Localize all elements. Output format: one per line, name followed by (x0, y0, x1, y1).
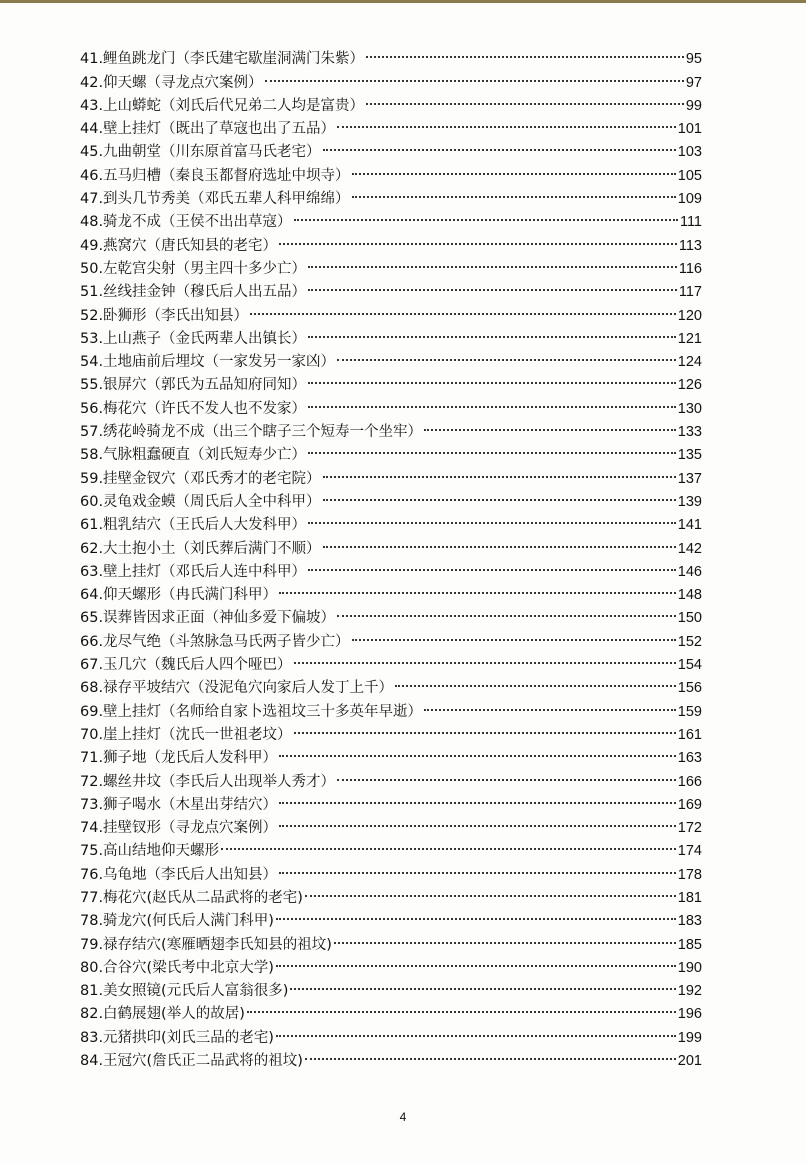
toc-entry-title: 77.梅花穴(赵氏从二品武将的老宅) (80, 889, 303, 906)
toc-entry-title: 56.梅花穴（许氏不发人也不发家） (80, 400, 307, 417)
dot-leader (308, 389, 676, 412)
toc-entry-page: 124 (677, 354, 702, 371)
dot-leader (265, 63, 684, 86)
toc-entry-page: 163 (677, 750, 702, 767)
toc-entry-page: 139 (677, 493, 702, 510)
toc-entry-page: 201 (677, 1053, 702, 1070)
toc-entry-page: 174 (677, 843, 702, 860)
toc-entry-page: 150 (677, 610, 702, 627)
dot-leader (308, 273, 677, 296)
page-number: 4 (399, 1110, 407, 1124)
toc-entry-title: 46.五马归槽（秦良玉都督府选址中坝寺） (80, 167, 350, 184)
dot-leader (395, 669, 676, 692)
dot-leader (424, 413, 676, 436)
toc-entry-page: 178 (677, 866, 702, 883)
toc-entry-title: 81.美女照镜(元氏后人富翁很多) (80, 983, 289, 1000)
toc-entry-title: 49.燕窝穴（唐氏知县的老宅） (80, 237, 278, 254)
toc-entry-title: 58.气脉粗蠢硬直（刘氏短寿少亡） (80, 447, 307, 464)
toc-entry-page: 181 (677, 889, 702, 906)
toc-entry-page: 113 (678, 237, 702, 254)
toc-entry-title: 45.九曲朝堂（川东原首富马氏老宅） (80, 144, 321, 161)
toc-entry-page: 146 (677, 563, 702, 580)
dot-leader (305, 1042, 676, 1065)
dot-leader (221, 832, 676, 855)
toc-entry-page: 172 (677, 820, 702, 837)
dot-leader (276, 1018, 676, 1041)
toc-entry-page: 105 (677, 167, 702, 184)
toc-entry-title: 70.崖上挂灯（沈氏一世祖老坟） (80, 726, 292, 743)
toc-entry-page: 159 (677, 703, 702, 720)
dot-leader (352, 622, 676, 645)
toc-entry-title: 84.王冠穴(詹氏正二品武将的祖坟) (80, 1053, 303, 1070)
toc-entry-page: 111 (679, 214, 702, 231)
dot-leader (337, 599, 676, 622)
toc-entry-title: 68.禄存平坡结穴（没泥龟穴向家后人发丁上千） (80, 680, 394, 697)
toc-entry-title: 44.壁上挂灯（既出了草寇也出了五品） (80, 121, 336, 138)
dot-leader (337, 343, 676, 366)
toc-entry-page: 166 (677, 773, 702, 790)
toc-entry-title: 42.仰天螺（寻龙点穴案例） (80, 74, 263, 91)
toc-entry-page: 103 (677, 144, 702, 161)
toc-entry-title: 71.狮子地（龙氏后人发科甲） (80, 750, 278, 767)
toc-entry-page: 196 (677, 1006, 702, 1023)
dot-leader (352, 156, 676, 179)
toc-entry-title: 59.挂壁金钗穴（邓氏秀才的老宅院） (80, 470, 321, 487)
dot-leader (276, 949, 676, 972)
toc-entry-page: 99 (685, 97, 702, 114)
dot-leader (337, 762, 676, 785)
toc-entry-page: 183 (677, 913, 702, 930)
dot-leader (279, 786, 676, 809)
dot-leader (294, 203, 678, 226)
toc-entry-title: 69.壁上挂灯（名师给自家卜选祖坟三十多英年早逝） (80, 703, 423, 720)
toc-entry-page: 95 (685, 51, 702, 68)
toc-entry-page: 156 (677, 680, 702, 697)
dot-leader (308, 320, 676, 343)
dot-leader (279, 226, 677, 249)
dot-leader (276, 902, 676, 925)
dot-leader (337, 110, 676, 133)
toc-entry-title: 52.卧狮形（李氏出知县） (80, 307, 249, 324)
toc-entry-page: 117 (678, 284, 702, 301)
toc-entry-title: 48.骑龙不成（王侯不出出草寇） (80, 214, 292, 231)
toc-entry-page: 199 (677, 1029, 702, 1046)
toc-entry-page: 101 (677, 121, 702, 138)
table-of-contents (80, 40, 702, 1070)
toc-entry-title: 41.鲤鱼跳龙门（李氏建宅歇崖洞满门朱紫） (80, 51, 365, 68)
toc-entry-title: 79.禄存结穴(寒雁晒翅李氏知县的祖坟) (80, 936, 332, 953)
toc-entry-title: 55.银屏穴（郭氏为五品知府同知） (80, 377, 307, 394)
toc-entry-page: 169 (677, 796, 702, 813)
toc-entry-title: 61.粗乳结穴（王氏后人大发科甲） (80, 517, 307, 534)
dot-leader (366, 87, 684, 110)
toc-entry-page: 130 (677, 400, 702, 417)
toc-entry-title: 78.骑龙穴(何氏后人满门科甲) (80, 913, 274, 930)
toc-entry-page: 126 (677, 377, 702, 394)
toc-entry-page: 192 (677, 983, 702, 1000)
dot-leader (308, 366, 676, 389)
toc-entry-page: 148 (677, 587, 702, 604)
toc-entry-page: 154 (677, 657, 702, 674)
dot-leader (279, 576, 676, 599)
toc-entry[interactable] (80, 40, 702, 68)
toc-entry-page: 97 (685, 74, 702, 91)
toc-entry-title: 50.左乾宫尖射（男主四十多少亡） (80, 260, 307, 277)
toc-entry-title: 63.壁上挂灯（邓氏后人连中科甲） (80, 563, 307, 580)
toc-entry-page: 141 (677, 517, 702, 534)
toc-entry-title: 72.螺丝井坟（李氏后人出现举人秀才） (80, 773, 336, 790)
dot-leader (323, 483, 676, 506)
toc-entry-page: 109 (677, 191, 702, 208)
dot-leader (323, 459, 676, 482)
dot-leader (279, 739, 676, 762)
toc-entry-page: 116 (678, 260, 702, 277)
dot-leader (334, 925, 676, 948)
toc-entry-title: 73.狮子喝水（木星出芽结穴） (80, 796, 278, 813)
dot-leader (305, 879, 676, 902)
toc-entry-page: 120 (677, 307, 702, 324)
dot-leader (308, 250, 677, 273)
toc-entry-title: 57.绣花岭骑龙不成（出三个瞎子三个短寿一个坐牢） (80, 424, 423, 441)
dot-leader (308, 436, 676, 459)
toc-entry-title: 82.白鹤展翅(举人的故居) (80, 1006, 245, 1023)
toc-entry-page: 133 (677, 424, 702, 441)
toc-entry-page: 137 (677, 470, 702, 487)
toc-entry-title: 64.仰天螺形（冉氏满门科甲） (80, 587, 278, 604)
toc-entry-title: 54.土地庙前后埋坟（一家发另一家凶） (80, 354, 336, 371)
dot-leader (279, 809, 676, 832)
toc-entry-title: 66.龙尽气绝（斗煞脉急马氏两子皆少亡） (80, 633, 350, 650)
toc-entry-page: 152 (677, 633, 702, 650)
toc-entry-title: 80.合谷穴(梁氏考中北京大学) (80, 959, 274, 976)
dot-leader (323, 133, 676, 156)
toc-entry-title: 62.大土抱小土（刘氏葬后满门不顺） (80, 540, 321, 557)
toc-entry-page: 190 (677, 959, 702, 976)
toc-entry-page: 121 (677, 330, 702, 347)
toc-entry-page: 161 (677, 726, 702, 743)
toc-entry-title: 65.误葬皆因求正面（神仙多爱下偏坡） (80, 610, 336, 627)
toc-entry-title: 53.上山燕子（金氏两辈人出镇长） (80, 330, 307, 347)
toc-entry-page: 135 (677, 447, 702, 464)
dot-leader (247, 995, 676, 1018)
toc-entry-title: 43.上山蟒蛇（刘氏后代兄弟二人均是富贵） (80, 97, 365, 114)
toc-entry-title: 67.玉几穴（魏氏后人四个哑巴） (80, 657, 292, 674)
dot-leader (366, 40, 684, 63)
toc-entry-title: 75.高山结地仰天螺形 (80, 843, 220, 860)
dot-leader (352, 180, 676, 203)
dot-leader (250, 296, 676, 319)
dot-leader (294, 646, 676, 669)
toc-entry-page: 142 (677, 540, 702, 557)
dot-leader (323, 529, 676, 552)
toc-entry-title: 76.乌龟地（李氏后人出知县） (80, 866, 278, 883)
toc-entry-title: 47.到头几节秀美（邓氏五辈人科甲绵绵） (80, 191, 350, 208)
dot-leader (290, 972, 675, 995)
toc-entry-title: 60.灵龟戏金蟆（周氏后人全中科甲） (80, 493, 321, 510)
dot-leader (308, 553, 676, 576)
dot-leader (424, 692, 676, 715)
toc-entry-title: 83.元猪拱印(刘氏三品的老宅) (80, 1029, 274, 1046)
top-rule (0, 0, 806, 3)
toc-entry-page: 185 (677, 936, 702, 953)
toc-entry-title: 51.丝线挂金钟（穆氏后人出五品） (80, 284, 307, 301)
dot-leader (279, 855, 676, 878)
dot-leader (294, 716, 676, 739)
dot-leader (308, 506, 676, 529)
toc-entry-title: 74.挂壁钗形（寻龙点穴案例） (80, 820, 278, 837)
